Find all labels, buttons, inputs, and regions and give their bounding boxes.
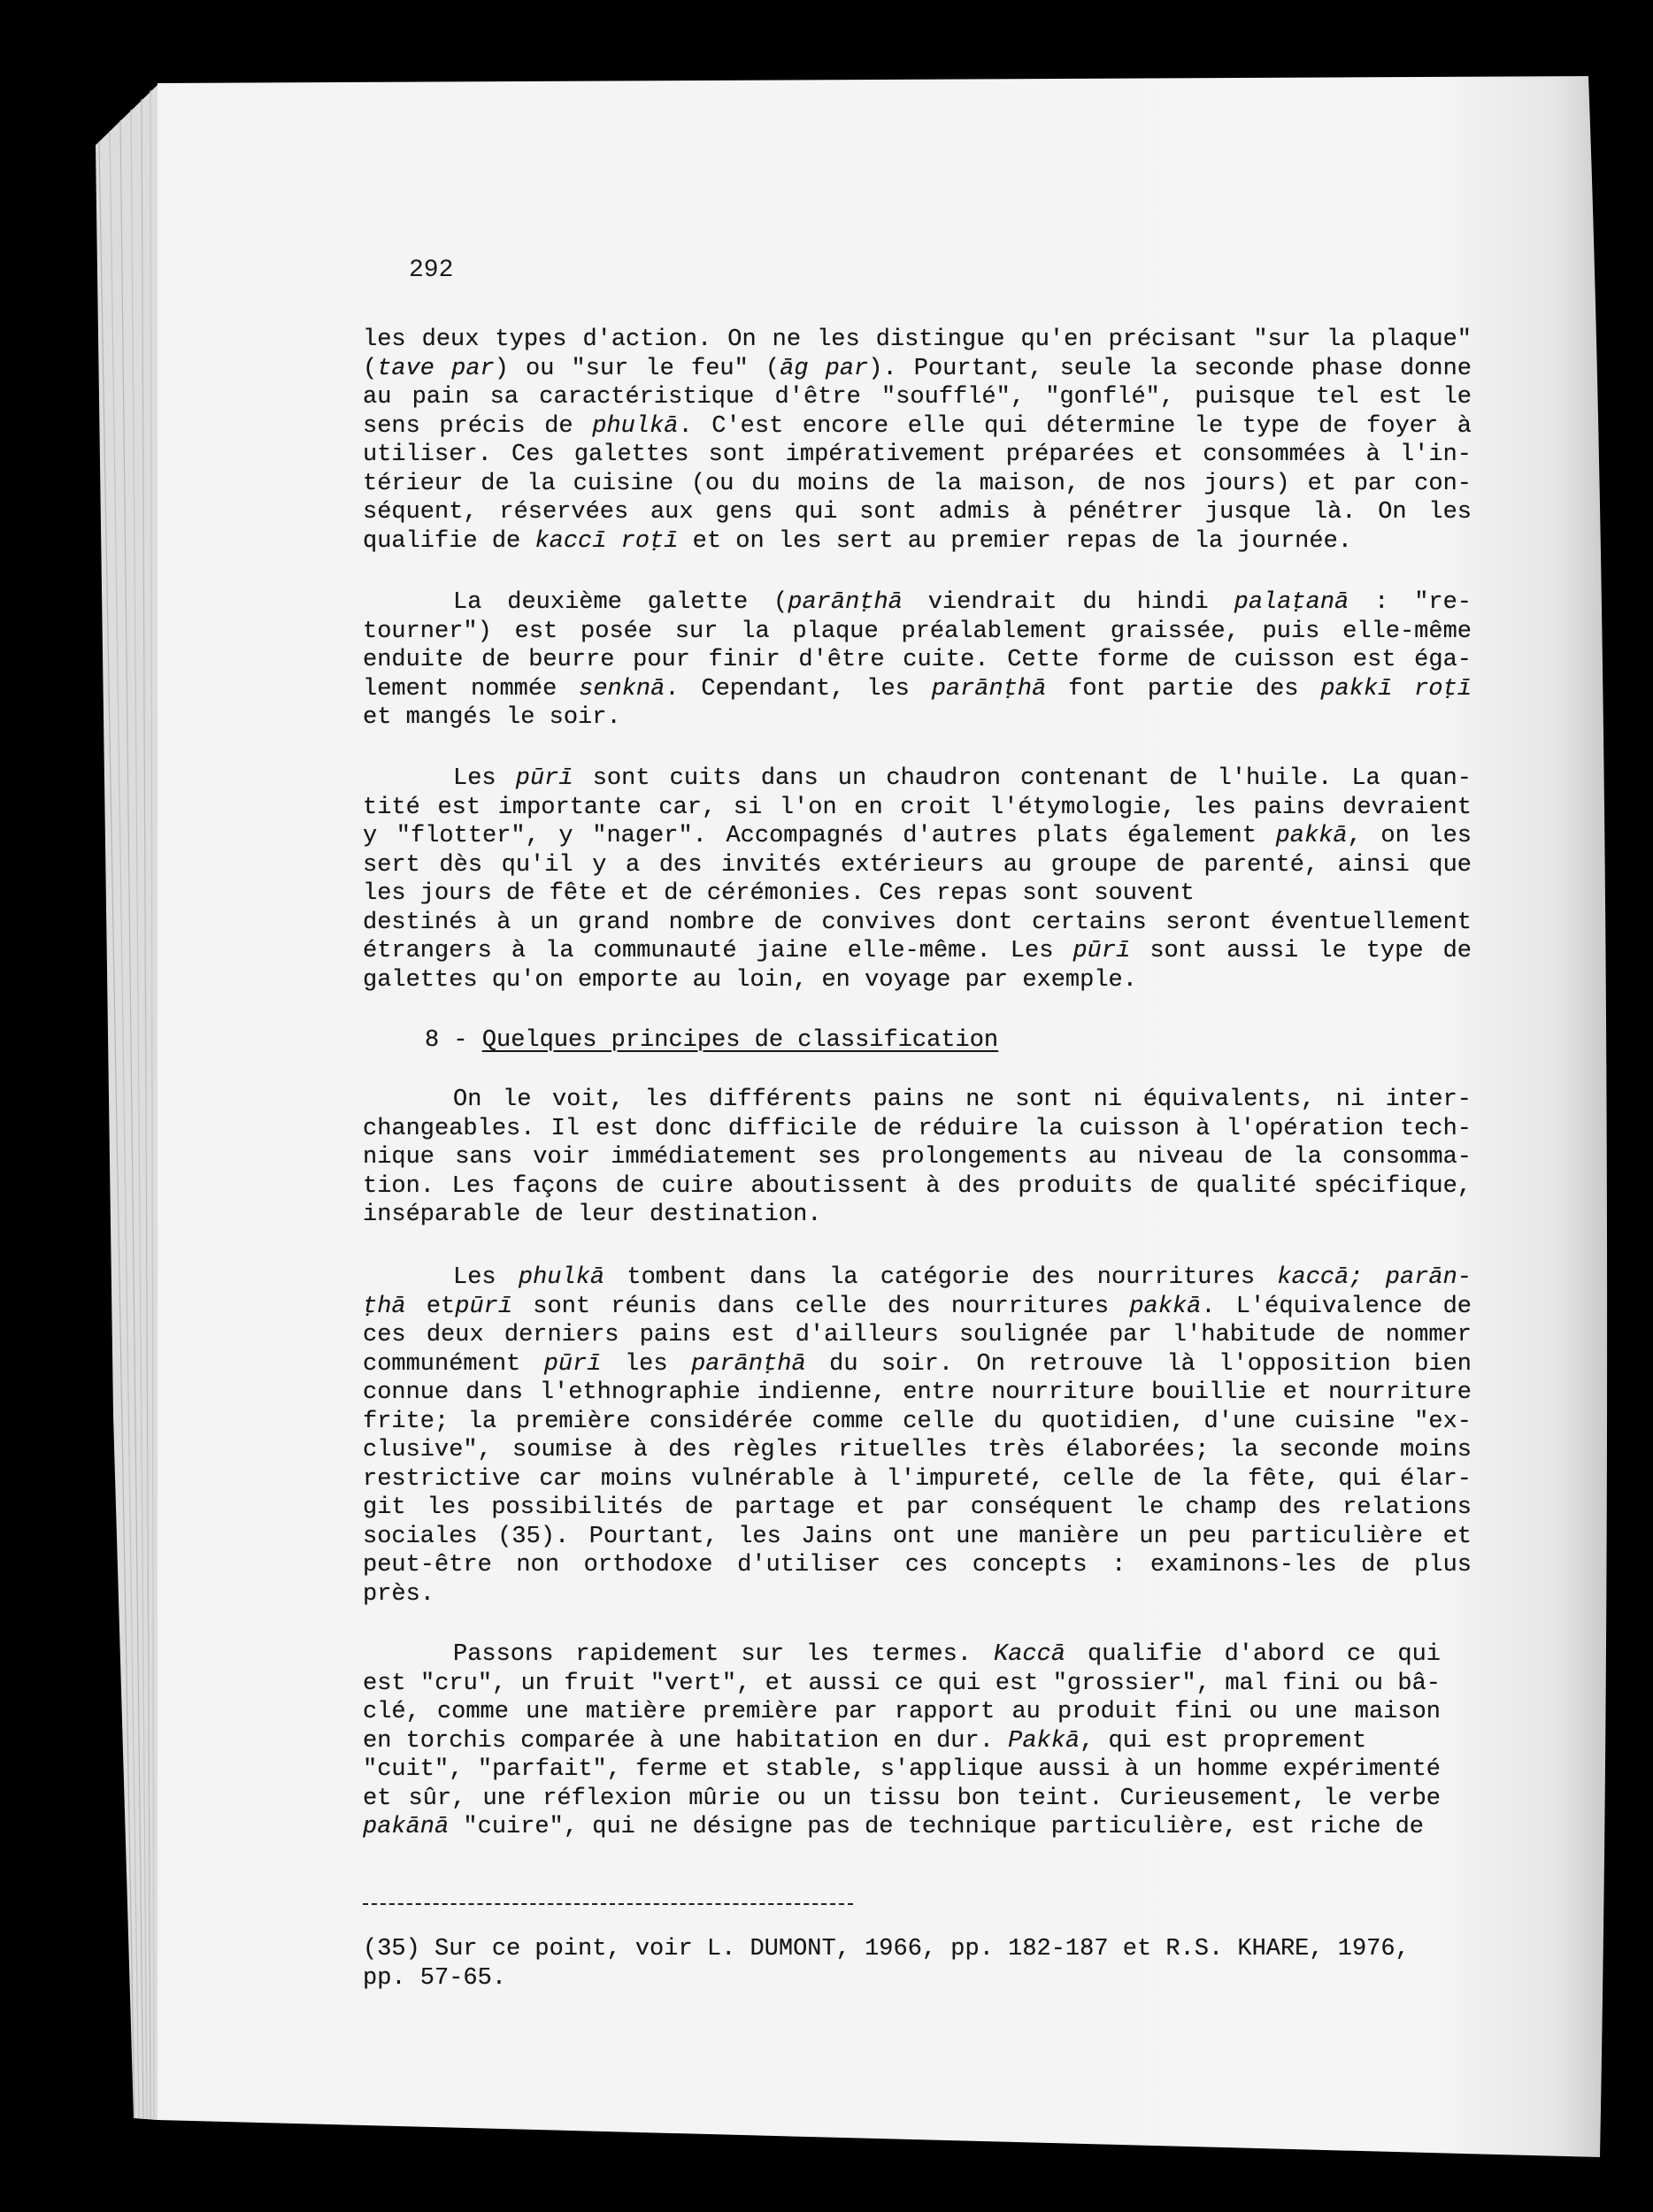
text-line: nique sans voir immédiatement ses prolongements au niveau de la consomma- <box>363 1144 1472 1171</box>
text-line: et mangés le soir. <box>363 704 621 731</box>
paragraph-3 <box>363 764 1472 995</box>
text-line: les deux types d'action. On ne les distingue qu'en précisant "sur la plaque" <box>363 326 1472 353</box>
text-line <box>363 1350 1472 1379</box>
text-line: est "cru", un fruit "vert", et aussi ce qui est "grossier", mal fini ou bâ- <box>363 1670 1441 1697</box>
text-run: ) ou "sur le feu" ( <box>494 355 780 382</box>
text-line <box>363 1813 1441 1842</box>
paragraph-6 <box>363 1640 1441 1842</box>
text-run: communément <box>363 1350 544 1378</box>
text-line <box>363 1293 1472 1322</box>
footnote-rule <box>363 1903 853 1905</box>
text-line: tourner") est posée sur la plaque préalablement graissée, puis elle-même <box>363 618 1472 645</box>
italic-term: kaccī roṭī <box>534 527 679 555</box>
text-line: inséparable de leur destination. <box>363 1202 822 1228</box>
italic-term: Kaccā <box>994 1641 1066 1668</box>
text-line <box>363 764 1472 794</box>
page-number: 292 <box>409 257 454 284</box>
text-line: destinés à un grand nombre de convives dont certains seront éventuellement <box>363 909 1472 936</box>
text-line <box>363 822 1472 851</box>
text-line: changeables. Il est donc difficile de réduire la cuisson à l'opération tech- <box>363 1115 1472 1142</box>
italic-term: pakānā <box>363 1814 450 1840</box>
text-run: Les <box>453 1264 519 1291</box>
text-run: , qui est proprement <box>1080 1727 1367 1755</box>
text-line: séquent, réservées aux gens qui sont admis à pénétrer jusque là. On les <box>363 499 1472 526</box>
footnote-line: (35) Sur ce point, voir L. DUMONT, 1966, pp. 182-187 et R.S. KHARE, 1976, <box>363 1936 1410 1962</box>
italic-term: parānṭhā <box>691 1350 806 1378</box>
heading-title: Quelques principes de classification <box>481 1027 999 1054</box>
text-line: frite; la première considérée comme celle du quotidien, d'une cuisine "ex- <box>363 1408 1472 1435</box>
text-run: et <box>405 1293 456 1320</box>
text-line <box>363 412 1472 442</box>
text-line <box>363 1640 1441 1670</box>
text-run: : "re- <box>1349 589 1472 616</box>
text-run: étrangers à la communauté jaine elle-même. Les <box>363 938 1073 964</box>
paragraph-1 <box>363 326 1472 556</box>
text-line: térieur de la cuisine (ou du moins de la maison, de nos jours) et par con- <box>363 470 1472 497</box>
italic-term: ṭhā <box>363 1293 406 1320</box>
text-line <box>363 675 1472 704</box>
text-line: sociales (35). Pourtant, les Jains ont une manière un peu particulière et <box>363 1523 1472 1550</box>
heading-number: 8 - <box>425 1027 482 1054</box>
text-line: sert dès qu'il y a des invités extérieurs au groupe de parenté, ainsi que <box>363 851 1472 879</box>
text-line: près. <box>363 1580 435 1608</box>
text-line: clusive", soumise à des règles rituelles très élaborées; la seconde moins <box>363 1437 1472 1463</box>
text-run: , on les <box>1347 823 1472 849</box>
text-line <box>363 937 1472 966</box>
text-run: . L'équivalence de <box>1201 1293 1472 1320</box>
text-run: qualifie d'abord ce qui <box>1065 1641 1441 1668</box>
italic-term: pakkī roṭī <box>1320 675 1472 703</box>
text-line: les jours de fête et de cérémonies. Ces repas sont souvent <box>363 880 1195 907</box>
text-run: viendrait du hindi <box>902 589 1234 616</box>
text-line <box>363 527 1472 557</box>
text-run: en torchis comparée à une habitation en dur. <box>363 1727 1009 1755</box>
text-run: Passons rapidement sur les termes. <box>453 1641 994 1668</box>
paragraph-2 <box>363 588 1472 733</box>
text-run: sont aussi le type de <box>1130 938 1472 964</box>
text-run: font partie des <box>1046 675 1321 703</box>
text-line: peut-être non orthodoxe d'utiliser ces concepts : examinons-les de plus <box>363 1552 1472 1578</box>
text-line: tité est importante car, si l'on en croit l'étymologie, les pains devraient <box>363 794 1472 821</box>
text-line <box>363 588 1472 618</box>
italic-term: tave par <box>377 355 495 382</box>
text-run: sens précis de <box>363 412 593 440</box>
text-run: tombent dans la catégorie des nourritures <box>604 1264 1278 1291</box>
text-run: "cuire", qui ne désigne pas de technique particulière, est riche de <box>449 1814 1424 1840</box>
text-run: ). Pourtant, seule la seconde phase donne <box>868 355 1472 382</box>
italic-term: pakkā <box>1275 823 1348 849</box>
text-line: galettes qu'on emporte au loin, en voyage par exemple. <box>363 966 1137 994</box>
text-run: qualifie de <box>363 527 535 555</box>
text-run: et on les sert au premier repas de la journée. <box>678 527 1352 555</box>
italic-term: āg par <box>780 355 869 382</box>
section-heading <box>425 1026 998 1056</box>
text-run: sont cuits dans un chaudron contenant de l'huile. La quan- <box>573 765 1472 792</box>
italic-term: senknā <box>579 675 665 703</box>
italic-term: parānṭhā <box>931 675 1047 703</box>
italic-term: pūrī <box>543 1350 602 1378</box>
text-line: utiliser. Ces galettes sont impérativement préparées et consommées à l'in- <box>363 442 1472 468</box>
text-run: sont réunis dans celle des nourritures <box>512 1293 1130 1320</box>
text-run: . Cependant, les <box>665 675 932 703</box>
text-line: ces deux derniers pains est d'ailleurs soulignée par l'habitude de nommer <box>363 1322 1472 1348</box>
italic-term: palaṭanā <box>1234 589 1349 616</box>
italic-term: pakkā <box>1129 1293 1202 1320</box>
italic-term: pūrī <box>455 1293 513 1320</box>
text-run: ( <box>363 355 378 382</box>
text-line: enduite de beurre pour finir d'être cuite. Cette forme de cuisson est éga- <box>363 647 1472 673</box>
text-run: . C'est encore elle qui détermine le type de foyer à <box>678 412 1472 440</box>
paragraph-5 <box>363 1263 1472 1609</box>
text-line <box>363 1263 1472 1293</box>
text-line: restrictive car moins vulnérable à l'impureté, celle de la fête, qui élar- <box>363 1465 1472 1493</box>
paragraph-4 <box>363 1086 1472 1230</box>
italic-term: parānṭhā <box>788 589 903 616</box>
text-line: connue dans l'ethnographie indienne, entre nourriture bouillie et nourriture <box>363 1379 1472 1406</box>
footnote <box>363 1935 1472 1993</box>
text-line: et sûr, une réflexion mûrie ou un tissu bon teint. Curieusement, le verbe <box>363 1785 1441 1812</box>
italic-term: kaccā; parān- <box>1277 1264 1472 1291</box>
text-run: les <box>601 1350 692 1378</box>
italic-term: pūrī <box>515 765 573 792</box>
italic-term: pūrī <box>1073 938 1131 964</box>
text-run: du soir. On retrouve là l'opposition bien <box>805 1350 1472 1378</box>
italic-term: Pakkā <box>1008 1727 1080 1755</box>
text-line: "cuit", "parfait", ferme et stable, s'applique aussi à un homme expérimenté <box>363 1756 1441 1783</box>
italic-term: phulkā <box>592 412 679 440</box>
text-line: On le voit, les différents pains ne sont ni équivalents, ni inter- <box>453 1087 1472 1113</box>
footnote-line: pp. 57-65. <box>363 1964 507 1992</box>
text-run: lement nommée <box>363 675 580 703</box>
text-line: au pain sa caractéristique d'être "soufflé", "gonflé", puisque tel est le <box>363 384 1472 411</box>
text-line <box>363 1727 1441 1756</box>
text-run: La deuxième galette ( <box>453 589 788 616</box>
text-line: clé, comme une matière première par rapport au produit fini ou une maison <box>363 1699 1441 1725</box>
text-run: y "flotter", y "nager". Accompagnés d'autres plats également <box>363 823 1276 849</box>
text-line: git les possibilités de partage et par conséquent le champ des relations <box>363 1494 1472 1521</box>
text-line <box>363 355 1472 384</box>
italic-term: phulkā <box>518 1264 605 1291</box>
text-line: tion. Les façons de cuire aboutissent à des produits de qualité spécifique, <box>363 1172 1472 1200</box>
text-run: Les <box>453 765 516 792</box>
